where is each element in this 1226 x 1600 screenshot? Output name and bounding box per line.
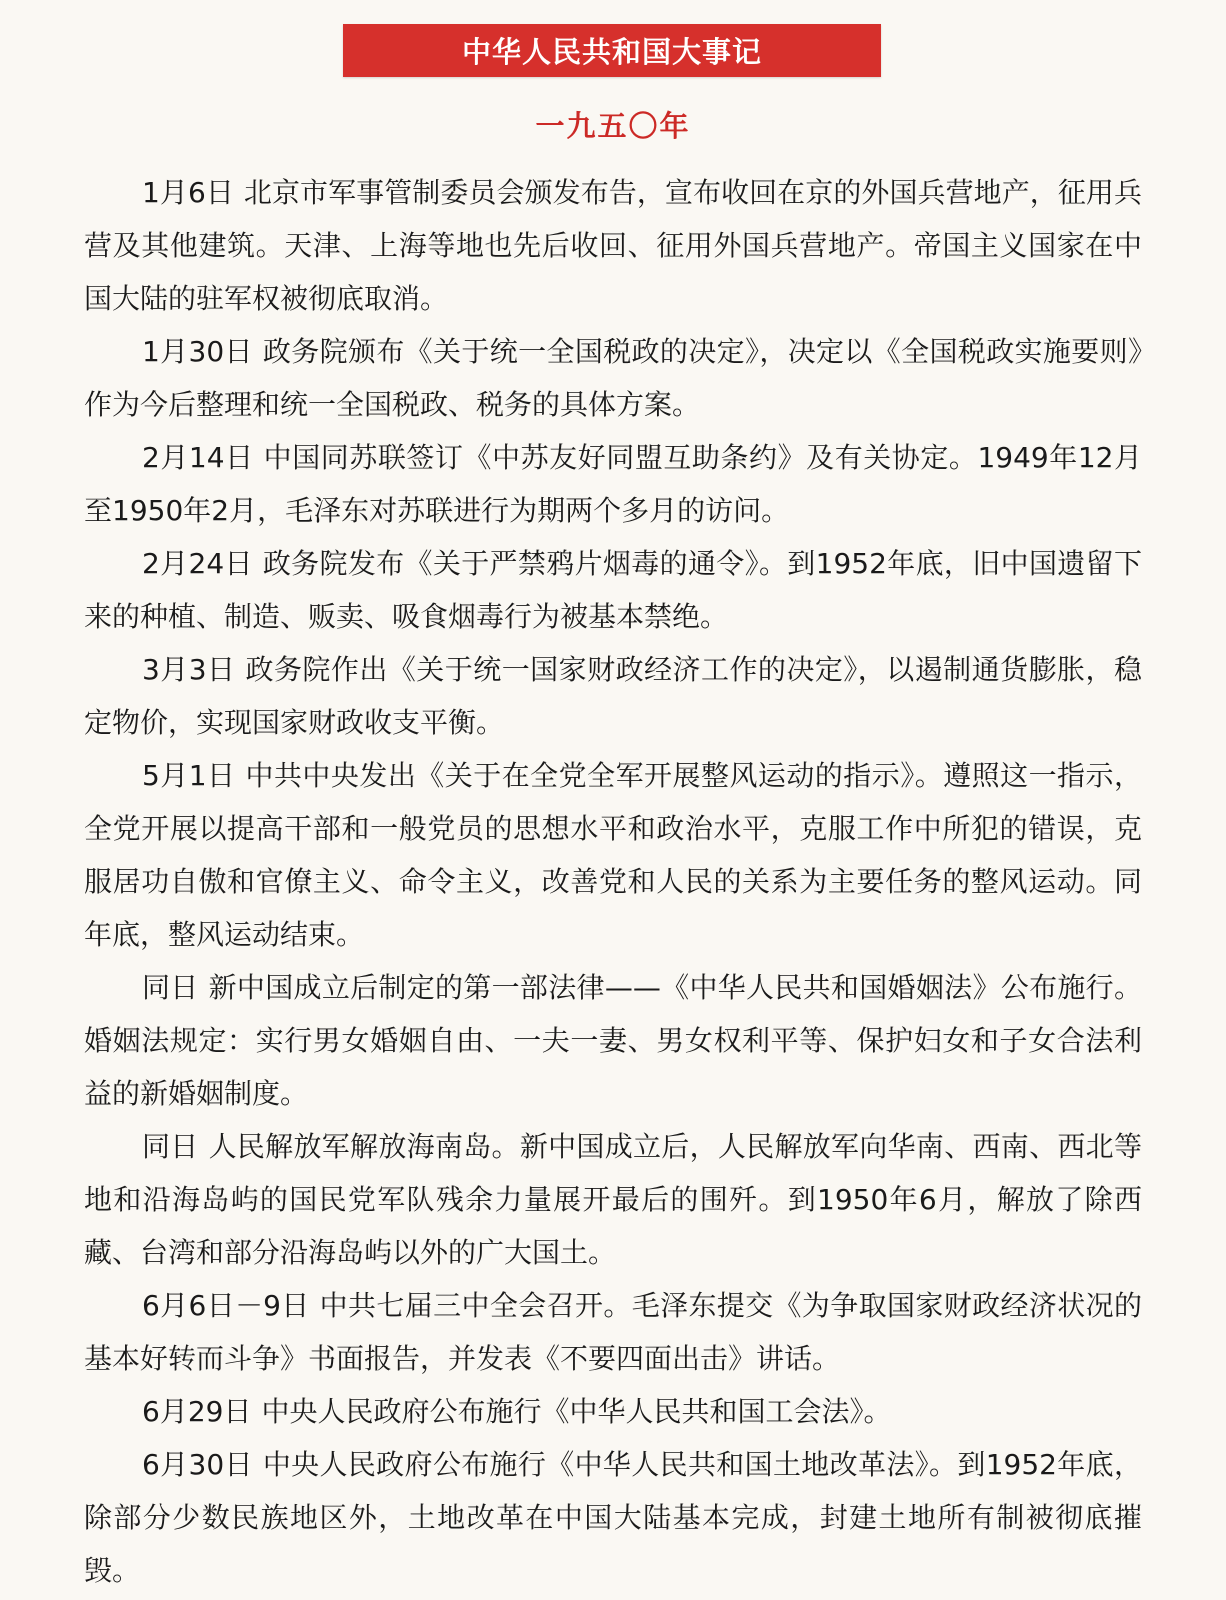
entry-date: 5月1日 [142,759,236,792]
entry-text: 政务院作出《关于统一国家财政经济工作的决定》，以遏制通货膨胀，稳定物价，实现国家财政收支平衡。 [84,653,1142,739]
entry-text: 政务院发布《关于严禁鸦片烟毒的通令》。到1952年底，旧中国遗留下来的种植、制造、贩卖、吸食烟毒行为被基本禁绝。 [84,547,1142,633]
entry-date: 3月3日 [142,653,236,686]
entry-date: 同日 [142,971,199,1004]
chronicle-entry [84,1120,1142,1279]
entry-date: 1月30日 [142,335,253,368]
entry-text: 中国同苏联签订《中苏友好同盟互助条约》及有关协定。1949年12月至1950年2月，毛泽东对苏联进行为期两个多月的访问。 [84,441,1142,527]
entry-text: 新中国成立后制定的第一部法律——《中华人民共和国婚姻法》公布施行。婚姻法规定：实行男女婚姻自由、一夫一妻、男女权利平等、保护妇女和子女合法利益的新婚姻制度。 [84,971,1142,1110]
chronicle-entry [84,1438,1142,1597]
entry-text: 人民解放军解放海南岛。新中国成立后，人民解放军向华南、西南、西北等地和沿海岛屿的国民党军队残余力量展开最后的围歼。到1950年6月，解放了除西藏、台湾和部分沿海岛屿以外的广大国土。 [84,1130,1142,1269]
entry-text: 中央人民政府公布施行《中华人民共和国工会法》。 [261,1395,892,1428]
chronicle-entry [84,166,1142,325]
chronicle-entry [84,749,1142,961]
chronicle-entry [84,961,1142,1120]
chronicle-entry [84,643,1142,749]
chronicle-entry [84,1279,1142,1385]
chronicle-body [84,166,1142,1597]
title-banner [343,24,881,77]
entry-text: 北京市军事管制委员会颁发布告，宣布收回在京的外国兵营地产，征用兵营及其他建筑。天津、上海等地也先后收回、征用外国兵营地产。帝国主义国家在中国大陆的驻军权被彻底取消。 [84,176,1142,315]
entry-text: 政务院颁布《关于统一全国税政的决定》，决定以《全国税政实施要则》作为今后整理和统一全国税政、税务的具体方案。 [84,335,1142,421]
entry-date: 2月24日 [142,547,253,580]
entry-text: 中央人民政府公布施行《中华人民共和国土地改革法》。到1952年底，除部分少数民族地区外，土地改革在中国大陆基本完成，封建土地所有制被彻底摧毁。 [84,1448,1142,1587]
entry-text: 中共中央发出《关于在全党全军开展整风运动的指示》。遵照这一指示，全党开展以提高干部和一般党员的思想水平和政治水平，克服工作中所犯的错误，克服居功自傲和官僚主义、命令主义，改善党和人民的关系为主要任务的整风运动。同年底，整风运动结束。 [84,759,1142,951]
year-heading: 一九五〇年 [535,109,691,143]
chronicle-entry [84,537,1142,643]
entry-date: 6月6日－9日 [142,1289,310,1322]
entry-date: 2月14日 [142,441,254,474]
entry-text: 中共七届三中全会召开。毛泽东提交《为争取国家财政经济状况的基本好转而斗争》书面报告，并发表《不要四面出击》讲话。 [84,1289,1142,1375]
entry-date: 同日 [142,1130,199,1163]
page-title: 中华人民共和国大事记 [461,35,762,69]
chronicle-entry [84,431,1142,537]
entry-date: 6月29日 [142,1395,252,1428]
entry-date: 6月30日 [142,1448,253,1481]
chronicle-entry [84,325,1142,431]
entry-date: 1月6日 [142,176,234,209]
chronicle-entry [84,1385,1142,1438]
